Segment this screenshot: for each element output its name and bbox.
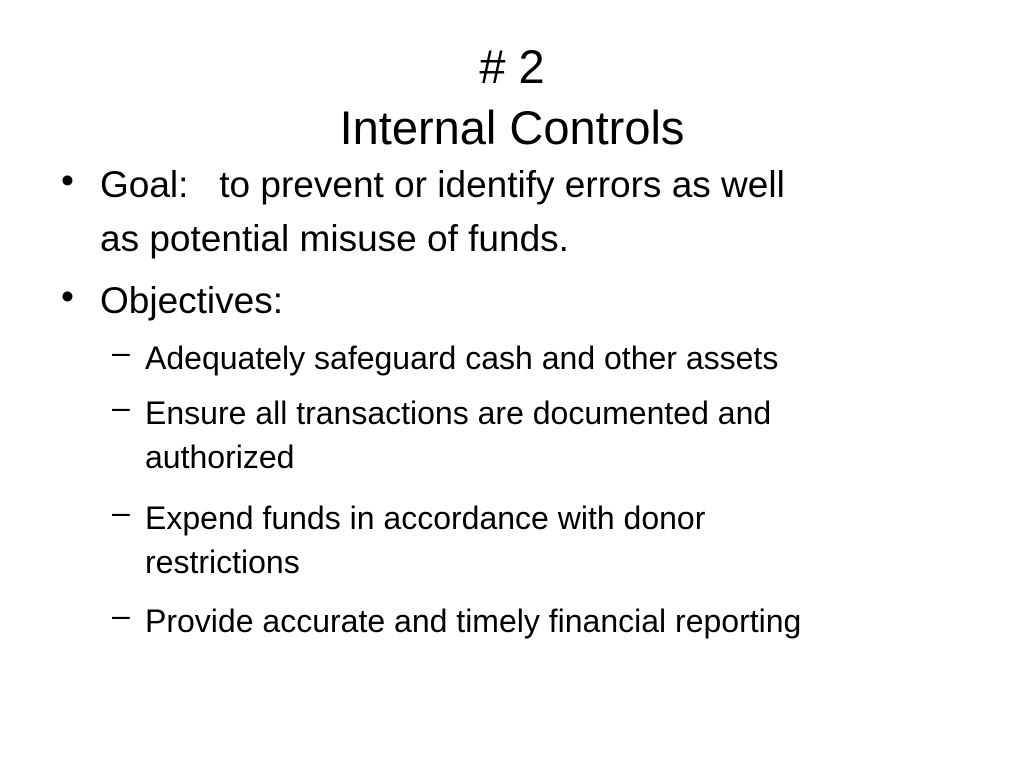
bullet-objectives-text: [100, 276, 970, 326]
bullet-goal-text: [100, 160, 970, 260]
title-heading: Internal Controls: [339, 101, 685, 154]
sub-bullet-expend-line2: restrictions: [145, 544, 300, 580]
sub-bullet-marker: –: [112, 334, 130, 370]
sub-bullet-safeguard-line1: Adequately safeguard cash and other assets: [145, 340, 779, 376]
bullet-objectives-line1: Objectives:: [100, 280, 284, 321]
bullet-marker: •: [61, 276, 74, 317]
title-number: # 2: [479, 40, 545, 93]
sub-bullet-safeguard-text: [145, 336, 1005, 380]
sub-bullet-marker: –: [112, 494, 130, 530]
bullet-goal-line1: Goal: to prevent or identify errors as well: [100, 164, 785, 205]
sub-bullet-reporting-line1: Provide accurate and timely financial reporting: [145, 603, 802, 639]
sub-bullet-transactions-line1: Ensure all transactions are documented and: [145, 395, 772, 431]
sub-bullet-marker: –: [112, 597, 130, 633]
sub-bullet-transactions-text: [145, 391, 1005, 479]
sub-bullet-reporting-text: [145, 599, 1005, 643]
sub-bullet-marker: –: [112, 389, 130, 425]
sub-bullet-expend-line1: Expend funds in accordance with donor: [145, 500, 706, 536]
sub-bullet-expend-text: [145, 496, 1005, 584]
bullet-goal-line2: as potential misuse of funds.: [100, 218, 569, 259]
bullet-marker: •: [61, 160, 74, 201]
sub-bullet-transactions-line2: authorized: [145, 439, 295, 475]
